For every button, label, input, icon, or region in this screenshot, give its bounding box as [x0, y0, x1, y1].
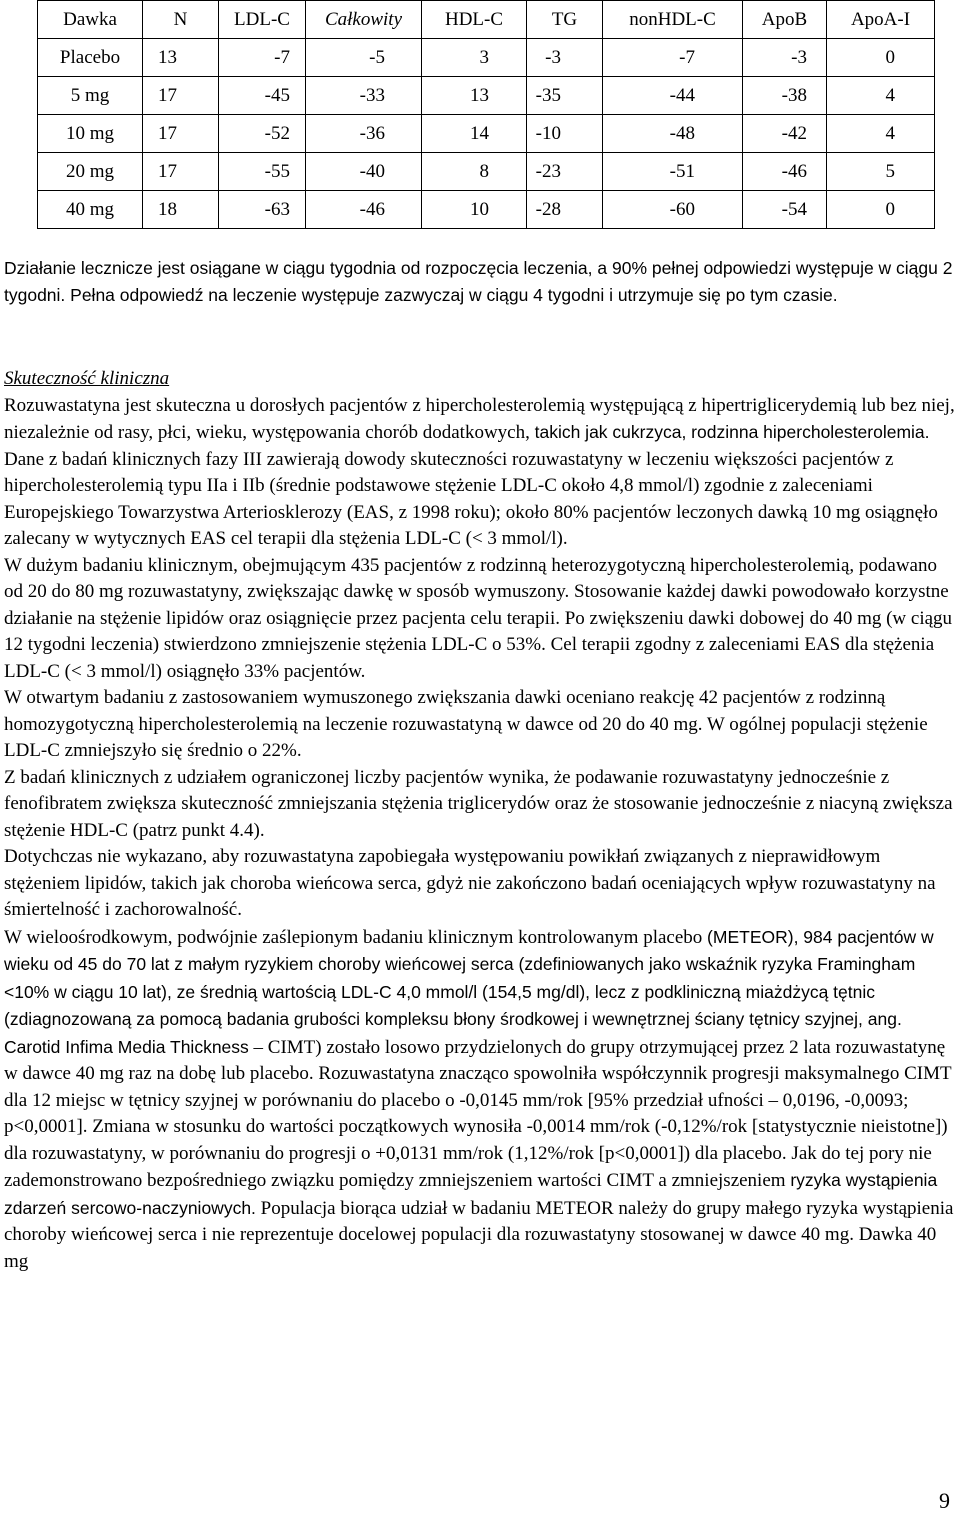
text-segment: takich jak cukrzyca, rodzinna hipercholesterolemia. [534, 422, 930, 442]
column-header-total-cholesterol: Całkowity [306, 1, 422, 39]
table-row [38, 153, 935, 191]
body-paragraph [4, 924, 959, 1276]
table-cell: -7 [219, 39, 306, 77]
table-cell: -63 [219, 191, 306, 229]
table-cell: 3 [422, 39, 527, 77]
table-row [38, 191, 935, 229]
table-cell: -46 [306, 191, 422, 229]
text-segment: Z badań klinicznych z udziałem ograniczonej liczby pacjentów wynika, że podawanie rozuwastatyny jednocześnie z fenofibratem zwiększa skuteczność zmniejszania stężenia triglicerydów oraz że stosowanie jednocześnie z niacyną zwiększa stężenie HDL-C (patrz punkt 4.4). [4, 766, 953, 841]
body-paragraph [4, 765, 959, 845]
table-cell: 0 [827, 39, 935, 77]
text-segment: Rozuwastatyna jest skuteczna u dorosłych pacjentów z hipercholesterolemią występującą z hipertriglicerydemią lub bez niej, niezależnie od rasy, płci, wieku, występowania chorób dodatkowych, [4, 394, 955, 443]
table-cell: -35 [527, 77, 603, 115]
table-cell: -48 [603, 115, 743, 153]
body-paragraph [4, 447, 959, 553]
text-segment: W otwartym badaniu z zastosowaniem wymuszonego zwiększania dawki oceniano reakcję 42 pacjentów z rodzinną homozygotyczną hipercholesterolemią na leczenie rozuwastatyną w dawce od 20 do 40 mg. W ogólnej populacji stężenie LDL-C zmniejszyło się średnio o 22%. [4, 687, 928, 761]
table-cell: -46 [743, 153, 827, 191]
column-header-apob: ApoB [743, 1, 827, 39]
column-header-tg: TG [527, 1, 603, 39]
body-paragraph [4, 393, 959, 447]
column-header-apoa-i: ApoA-I [827, 1, 935, 39]
table-cell: -60 [603, 191, 743, 229]
table-cell: 17 [143, 77, 219, 115]
column-header-dose: Dawka [38, 1, 143, 39]
text-segment: W wieloośrodkowym, podwójnie zaślepionym badaniu klinicznym kontrolowanym placebo [4, 926, 708, 948]
table-cell: -44 [603, 77, 743, 115]
text-segment: Dotychczas nie wykazano, aby rozuwastatyna zapobiegała występowaniu powikłań związanych z nieprawidłowym stężeniem lipidów, takich jak choroba wieńcowa serca, gdyż nie zakończono badań oceniających wpływ rozuwastatyny na śmiertelność i zachorowalność. [4, 846, 936, 920]
clinical-efficacy-section [4, 366, 959, 1275]
body-paragraph [4, 553, 959, 686]
table-cell: -28 [527, 191, 603, 229]
table-body [38, 39, 935, 229]
body-paragraph [4, 844, 959, 924]
table-cell: 0 [827, 191, 935, 229]
table-cell: -38 [743, 77, 827, 115]
table-cell: 20 mg [38, 153, 143, 191]
table-cell: 17 [143, 153, 219, 191]
column-header-ldl-c: LDL-C [219, 1, 306, 39]
text-segment: Populacja biorąca udział w badaniu METEOR należy do grupy małego ryzyka wystąpienia choroby wieńcowej serca i nie reprezentuje docelowej populacji dla rozuwastatyny stosowanej w dawce 40 mg. Dawka 40 mg [4, 1197, 954, 1272]
text-segment: ryzyka wystąpienia zdarzeń sercowo-naczyniowych. [4, 1170, 938, 1218]
table-cell: 5 mg [38, 77, 143, 115]
table-cell: -5 [306, 39, 422, 77]
table-cell: 14 [422, 115, 527, 153]
section-paragraphs [4, 393, 959, 1276]
body-paragraph [4, 685, 959, 765]
table-cell: -3 [743, 39, 827, 77]
table-cell: 10 [422, 191, 527, 229]
table-cell: 18 [143, 191, 219, 229]
table-cell: 13 [422, 77, 527, 115]
table-row [38, 39, 935, 77]
page-number: 9 [939, 1488, 950, 1513]
table-cell: 17 [143, 115, 219, 153]
table-cell: 5 [827, 153, 935, 191]
text-segment: Dane z badań klinicznych fazy III zawierają dowody skuteczności rozuwastatyny w leczeniu większości pacjentów z hipercholesterolemią typu IIa i IIb (średnie podstawowe stężenie LDL-C około 4,8 mmol/l) zgodnie z zaleceniami Europejskiego Towarzystwa Arteriosklerozy (EAS, z 1998 roku); około 80% pacjentów leczonych dawką 10 mg osiągnęło zalecany w wytycznych EAS cel terapii dla stężenia LDL-C (< 3 mmol/l). [4, 448, 938, 549]
column-header-nonhdl-c: nonHDL-C [603, 1, 743, 39]
table-cell: 13 [143, 39, 219, 77]
table-cell: -23 [527, 153, 603, 191]
text-segment: (METEOR), 984 pacjentów w wieku od 45 do 70 lat z małym ryzykiem choroby wieńcowej serca (zdefiniowanych jako wskaźnik ryzyka Framingham <10% w ciągu 10 lat), ze średnią wartością LDL-C 4,0 mmol/l (154,5 mg/dl), lecz z podkliniczną miażdżycą tętnic (zdiagnozowaną za pomocą badania grubości kompleksu błony środkowej i wewnętrznej ściany tętnicy szyjnej, ang. Carotid Infima Media Thickness [4, 926, 934, 1057]
table-cell: -7 [603, 39, 743, 77]
table-cell: -52 [219, 115, 306, 153]
table-cell: 4 [827, 77, 935, 115]
dose-response-table [37, 0, 935, 229]
table-cell: Placebo [38, 39, 143, 77]
table-cell: -3 [527, 39, 603, 77]
table-cell: -42 [743, 115, 827, 153]
column-header-hdl-c: HDL-C [422, 1, 527, 39]
table-header-row [38, 1, 935, 39]
table-row [38, 77, 935, 115]
table-cell: -51 [603, 153, 743, 191]
table-cell: -45 [219, 77, 306, 115]
table-cell: 40 mg [38, 191, 143, 229]
section-heading: Skuteczność kliniczna [4, 368, 170, 389]
table-row [38, 115, 935, 153]
table-cell: -36 [306, 115, 422, 153]
column-header-n: N [143, 1, 219, 39]
text-segment: – CIMT) zostało losowo przydzielonych do grupy otrzymującej przez 2 lata rozuwastatynę w dawce 40 mg raz na dobę lub placebo. Rozuwastatyna znacząco spowolniła współczynnik progresji maksymalnego CIMT dla 12 miejsc w tętnicy szyjnej w porównaniu do placebo o -0,0145 mm/rok [95% przedział ufności – 0,0196, -0,0093; p<0,0001]. Zmiana w stosunku do wartości początkowych wynosiła -0,0014 mm/rok (-0,12%/rok [statystycznie nieistotne]) dla rozuwastatyny, w porównaniu do progresji o +0,0131 mm/rok (1,12%/rok [p<0,0001]) dla placebo. Jak do tej pory nie zademonstrowano bezpośredniego związku pomiędzy zmniejszeniem wartości CIMT a zmniejszeniem [4, 1036, 952, 1191]
table-cell: 8 [422, 153, 527, 191]
table-cell: -55 [219, 153, 306, 191]
table-cell: -33 [306, 77, 422, 115]
table-cell: 4 [827, 115, 935, 153]
table-cell: -10 [527, 115, 603, 153]
efficacy-onset-paragraph: Działanie lecznicze jest osiągane w ciągu tygodnia od rozpoczęcia leczenia, a 90% pełnej odpowiedzi występuje w ciągu 2 tygodni. Pełna odpowiedź na leczenie występuje zazwyczaj w ciągu 4 tygodni i utrzymuje się po tym czasie. [4, 258, 953, 305]
table-cell: -54 [743, 191, 827, 229]
table-cell: 10 mg [38, 115, 143, 153]
text-segment: W dużym badaniu klinicznym, obejmującym 435 pacjentów z rodzinną heterozygotyczną hipercholesterolemią, podawano od 20 do 80 mg rozuwastatyny, zwiększając dawkę w sposób wymuszony. Stosowanie każdej dawki powodowało korzystne działanie na stężenie lipidów oraz osiągnięcie przez pacjenta celu terapii. Po zwiększeniu dawki dobowej do 40 mg (w ciągu 12 tygodni leczenia) stwierdzono zmniejszenie stężenia LDL-C o 53%. Cel terapii zgodny z zaleceniami EAS dla stężenia LDL-C (< 3 mmol/l) osiągnęło 33% pacjentów. [4, 554, 953, 682]
table-cell: -40 [306, 153, 422, 191]
